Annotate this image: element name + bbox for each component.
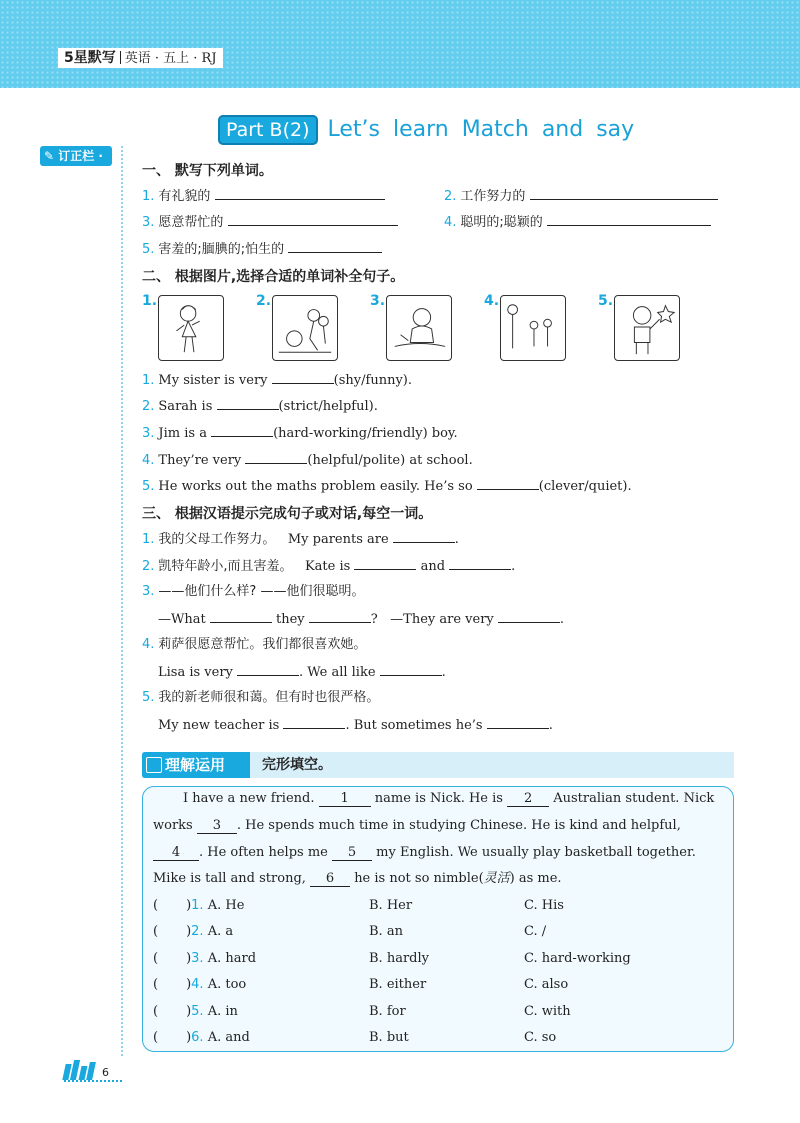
option-row-5: ( )5. A. in: [153, 1004, 238, 1019]
section4-bar: [142, 752, 734, 778]
answer-blank[interactable]: [477, 476, 539, 490]
passage-line-4: Mike is tall and strong, 6 he is not so nimble(灵活) as me.: [153, 871, 562, 886]
answer-blank[interactable]: [530, 186, 718, 200]
answer-blank[interactable]: [547, 212, 711, 226]
header-band: [0, 0, 800, 88]
s2-item-3: 3. Jim is a (hard-working/friendly) boy.: [142, 423, 458, 444]
picture-girl-shy: [158, 295, 224, 361]
pic-label-1: 1.: [142, 293, 158, 309]
option-b-3[interactable]: B. hardly: [369, 951, 429, 966]
answer-blank[interactable]: [309, 609, 371, 623]
answer-blank[interactable]: [380, 662, 442, 676]
cloze-blank-1[interactable]: 1: [319, 792, 371, 807]
edit-icon: [146, 757, 162, 773]
answer-blank[interactable]: [393, 529, 455, 543]
section1-heading: 一、 默写下列单词。: [142, 163, 273, 179]
s3-q3-cn: 3. ——他们什么样? ——他们很聪明。: [142, 584, 365, 599]
answer-blank[interactable]: [288, 239, 382, 253]
picture-children-polite: [500, 295, 566, 361]
s1-item-2: 2. 工作努力的: [444, 186, 718, 207]
section4-instruction: 完形填空。: [262, 757, 332, 773]
answer-blank[interactable]: [215, 186, 385, 200]
correction-tag: ✎ 订正栏 ·: [40, 146, 112, 166]
answer-blank[interactable]: [237, 662, 299, 676]
option-b-4[interactable]: B. either: [369, 977, 427, 992]
option-b-5[interactable]: B. for: [369, 1004, 406, 1019]
s1-item-1: 1. 有礼貌的: [142, 186, 385, 207]
s3-q4-cn: 4. 莉萨很愿意帮忙。我们都很喜欢她。: [142, 637, 367, 652]
passage-line-2: works 3 . He spends much time in studying Chinese. He is kind and helpful,: [153, 818, 681, 833]
page-number: 6: [102, 1066, 109, 1079]
option-b-2[interactable]: B. an: [369, 924, 403, 939]
option-c-6[interactable]: C. so: [524, 1030, 557, 1045]
footer-books-icon: [64, 1060, 96, 1080]
section4-badge: 理解运用: [142, 752, 250, 778]
pic-label-3: 3.: [370, 293, 386, 309]
option-row-4: ( )4. A. too: [153, 977, 247, 992]
cloze-box: [142, 786, 734, 1052]
part-label: Part B(2): [218, 115, 318, 145]
page-title: [218, 115, 634, 145]
option-c-2[interactable]: C. /: [524, 924, 547, 939]
passage-line-1: I have a new friend. 1 name is Nick. He is 2 Australian student. Nick: [183, 791, 715, 806]
answer-blank[interactable]: [283, 715, 345, 729]
margin-dotted-line: [121, 146, 123, 1056]
option-c-1[interactable]: C. His: [524, 898, 564, 913]
option-c-5[interactable]: C. with: [524, 1004, 571, 1019]
passage-line-3: 4 . He often helps me 5 my English. We usually play basketball together.: [153, 843, 696, 863]
pic-label-5: 5.: [598, 293, 614, 309]
answer-blank[interactable]: [211, 423, 273, 437]
section3-heading: 三、 根据汉语提示完成句子或对话,每空一词。: [142, 506, 433, 522]
footer-dots: [64, 1080, 122, 1082]
cloze-blank-3[interactable]: 3: [197, 819, 237, 834]
answer-blank[interactable]: [487, 715, 549, 729]
cloze-blank-5[interactable]: 5: [332, 846, 372, 861]
option-c-4[interactable]: C. also: [524, 977, 569, 992]
answer-blank[interactable]: [272, 370, 334, 384]
pic-label-4: 4.: [484, 293, 500, 309]
option-b-1[interactable]: B. Her: [369, 898, 413, 913]
s1-item-3: 3. 愿意帮忙的: [142, 212, 398, 233]
answer-blank[interactable]: [228, 212, 398, 226]
cloze-blank-4[interactable]: 4: [153, 846, 199, 861]
answer-blank[interactable]: [210, 609, 272, 623]
cloze-blank-2[interactable]: 2: [507, 792, 549, 807]
s1-item-5: 5. 害羞的;腼腆的;怕生的: [142, 239, 382, 260]
s3-q3-en: —What they ? —They are very .: [158, 609, 564, 630]
answer-blank[interactable]: [245, 450, 307, 464]
s3-q5-cn: 5. 我的新老师很和蔼。但有时也很严格。: [142, 690, 380, 705]
picture-boy-clever: [614, 295, 680, 361]
option-row-1: ( )1. A. He: [153, 898, 245, 913]
option-row-2: ( )2. A. a: [153, 924, 234, 939]
brand-meta: 英语 · 五上 · RJ: [124, 51, 217, 66]
s3-q2: 2. 凯特年龄小,而且害羞。 Kate is and .: [142, 556, 515, 577]
s2-item-4: 4. They’re very (helpful/polite) at school.: [142, 450, 473, 471]
s3-q5-en: My new teacher is . But sometimes he’s .: [158, 715, 553, 736]
answer-blank[interactable]: [498, 609, 560, 623]
s1-item-4: 4. 聪明的;聪颖的: [444, 212, 711, 233]
title-text: Let’s learn Match and say: [327, 117, 635, 142]
option-row-3: ( )3. A. hard: [153, 951, 257, 966]
option-c-3[interactable]: C. hard-working: [524, 951, 631, 966]
s3-q1: 1. 我的父母工作努力。 My parents are .: [142, 529, 459, 550]
section2-heading: 二、 根据图片,选择合适的单词补全句子。: [142, 269, 405, 285]
answer-blank[interactable]: [217, 396, 279, 410]
option-b-6[interactable]: B. but: [369, 1030, 409, 1045]
option-row-6: ( )6. A. and: [153, 1030, 250, 1045]
pic-label-2: 2.: [256, 293, 272, 309]
s2-item-2: 2. Sarah is (strict/helpful).: [142, 396, 378, 417]
answer-blank[interactable]: [449, 556, 511, 570]
s2-item-1: 1. My sister is very (shy/funny).: [142, 370, 412, 391]
picture-boy-working: [386, 295, 452, 361]
s2-item-5: 5. He works out the maths problem easily. He’s so (clever/quiet).: [142, 476, 632, 497]
brand-title: 5星默写: [64, 50, 116, 66]
cloze-blank-6[interactable]: 6: [310, 872, 350, 887]
s3-q4-en: Lisa is very . We all like .: [158, 662, 446, 683]
picture-helping: [272, 295, 338, 361]
header-brand: [58, 48, 223, 68]
answer-blank[interactable]: [354, 556, 416, 570]
